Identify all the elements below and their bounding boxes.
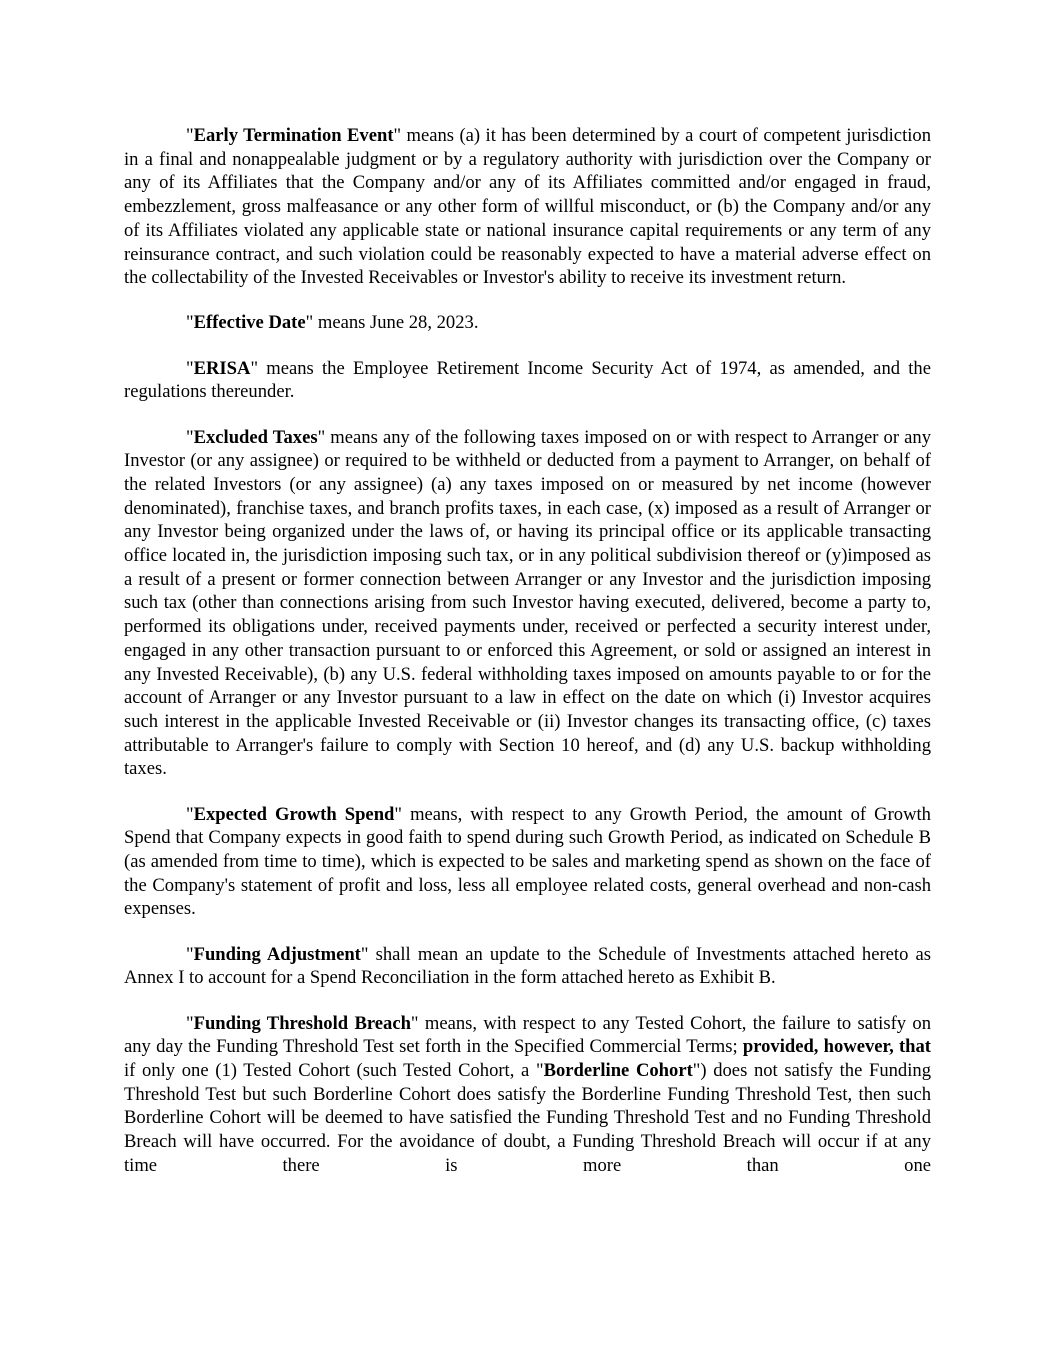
definition-body: means the Employee Retirement Income Security Act of 1974, as amended, and the regulations thereunder.	[124, 357, 931, 403]
quote-mark: "	[360, 943, 369, 965]
defined-subterm: Borderline Cohort	[543, 1059, 693, 1081]
quote-mark: "	[393, 125, 402, 146]
defined-term: Early Termination Event	[193, 125, 394, 146]
quote-mark: "	[186, 426, 194, 448]
definition-effective-date	[124, 311, 931, 335]
definition-body: shall mean an update to the Schedule of Investments attached hereto as Annex I to account for a Spend Reconciliation in the form attached hereto as Exhibit B.	[124, 943, 932, 989]
defined-term: Funding Adjustment	[193, 943, 361, 965]
definition-body: means any of the following taxes imposed on or with respect to Arranger or any Investor (or any assignee) or required to be withheld or deducted from a payment to Arranger, on behalf of the related Investors (or any assignee) (a) any taxes imposed on or measured by net income (however denominated), franchise taxes, and branch profits taxes, in each case, (x) imposed as a result of Arranger or any Investor being organized under the laws of, or having its principal office or its applicable transacting office located in, the jurisdiction imposing such tax, or in any political subdivision thereof or (y)imposed as a result of a present or former connection between Arranger or any Investor and the jurisdiction imposing such tax (other than connections arising from such Investor having executed, delivered, become a party to, performed its obligations under, received payments under, received or perfected a security interest under, engaged in any other transaction pursuant to or enforced this Agreement, or sold or assigned an interest in any Invested Receivable), (b) any U.S. federal withholding taxes imposed on amounts payable to or for the account of Arranger or any Investor pursuant to a law in effect on the date on which (i) Investor acquires such interest in the applicable Invested Receivable or (ii) Investor changes its transacting office, (c) taxes attributable to Arranger's failure to comply with Section 10 hereof, and (d) any U.S. backup withholding taxes.	[124, 426, 931, 780]
definition-body: if only one (1) Tested Cohort (such Tested Cohort, a "	[124, 1059, 544, 1081]
quote-mark: "	[186, 357, 194, 379]
document-page	[124, 124, 931, 1199]
definition-funding-adjustment	[124, 943, 931, 990]
quote-mark: "	[410, 1012, 419, 1034]
quote-mark: "	[186, 312, 194, 334]
proviso-phrase: provided, however, that	[742, 1036, 931, 1058]
quote-mark: "	[394, 803, 402, 825]
defined-term: Effective Date	[193, 312, 306, 334]
quote-mark: "	[186, 943, 194, 965]
definition-funding-threshold-breach	[124, 1012, 931, 1178]
defined-term: ERISA	[193, 357, 251, 379]
quote-mark: "	[186, 803, 194, 825]
definition-body: means (a) it has been determined by a court of competent jurisdiction in a final and nonappealable judgment or by a regulatory authority with jurisdiction over the Company or any of its Affiliates that the Company and/or any of its Affiliates committed and/or engaged in fraud, embezzlement, gross malfeasance or any other form of willful misconduct, or (b) the Company and/or any of its Affiliates violated any applicable state or national insurance capital requirements or any term of any reinsurance contract, and such violation could be reasonably expected to have a material adverse effect on the collectability of the Invested Receivables or Investor's ability to receive its investment return.	[124, 125, 931, 289]
quote-mark: "	[317, 426, 326, 448]
definition-body: means, with respect to any Growth Period, the amount of Growth Spend that Company expects in good faith to spend during such Growth Period, as indicated on Schedule B (as amended from time to time), which is expected to be sales and marketing spend as shown on the face of the Company's statement of profit and loss, less all employee related costs, general overhead and non-cash expenses.	[124, 803, 931, 920]
quote-mark: "	[305, 312, 314, 334]
quote-mark: "	[186, 125, 194, 146]
definition-excluded-taxes	[124, 426, 931, 782]
definition-body: means, with respect to any Tested Cohort, the failure to satisfy on any day the Funding Threshold Test set forth in the Specified Commercial Terms;	[124, 1012, 932, 1058]
quote-mark: "	[186, 1012, 194, 1034]
defined-term: Expected Growth Spend	[193, 803, 395, 825]
definition-body: means June 28, 2023.	[313, 312, 479, 334]
defined-term: Excluded Taxes	[193, 426, 318, 448]
definition-early-termination-event	[124, 124, 931, 290]
defined-term: Funding Threshold Breach	[193, 1012, 411, 1034]
definition-expected-growth-spend	[124, 803, 931, 922]
quote-mark: "	[250, 357, 259, 379]
definition-body: ") does not satisfy the Funding Threshold Test but such Borderline Cohort does satisfy the Borderline Funding Threshold Test, then such Borderline Cohort will be deemed to have satisfied the Funding Threshold Test and no Funding Threshold Breach will have occurred. For the avoidance of doubt, a Funding Threshold Breach will occur if at any time there is more than one	[124, 1059, 931, 1176]
definition-erisa	[124, 357, 931, 404]
